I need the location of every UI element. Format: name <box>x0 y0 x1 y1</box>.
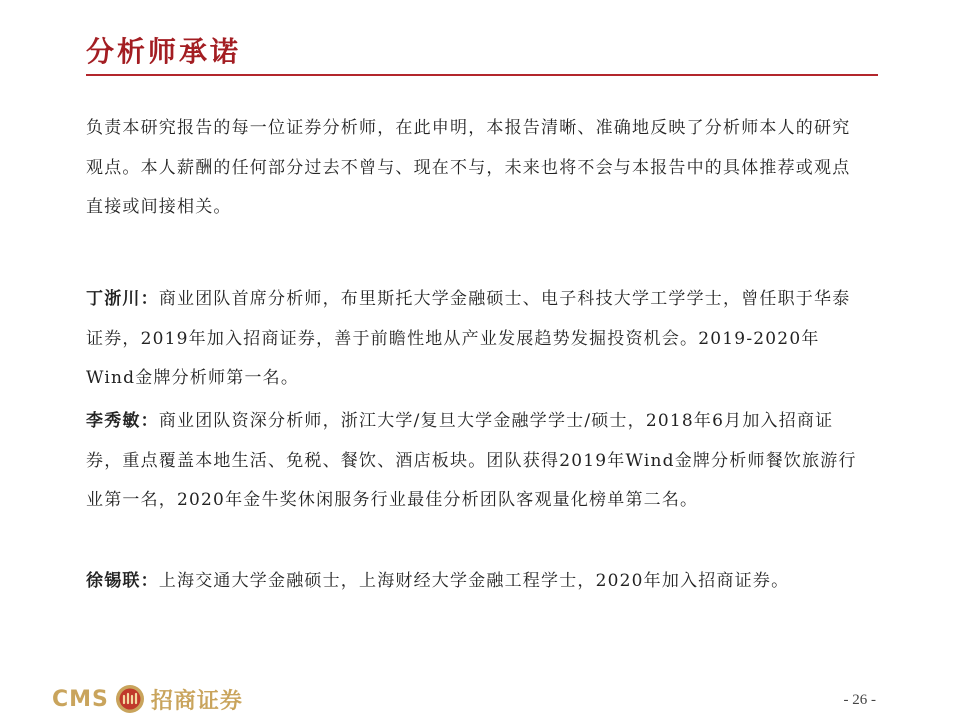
analyst-description: 商业团队资深分析师，浙江大学/复旦大学金融学学士/硕士，2018年6月加入招商证券，重点覆盖本地生活、免税、餐饮、酒店板块。团队获得2019年Wind金牌分析师餐饮旅游行业第一名，2020年金牛奖休闲服务行业最佳分析团队客观量化榜单第二名。 <box>86 411 857 510</box>
analyst-name: 徐锡联： <box>86 571 159 591</box>
title-divider <box>86 74 878 76</box>
page-number: - 26 - <box>843 692 876 708</box>
analyst-description: 上海交通大学金融硕士，上海财经大学金融工程学士，2020年加入招商证券。 <box>158 571 790 591</box>
analyst-name: 李秀敏： <box>86 411 159 431</box>
analyst-description: 商业团队首席分析师，布里斯托大学金融硕士、电子科技大学工学学士，曾任职于华泰证券，2019年加入招商证券，善于前瞻性地从产业发展趋势发掘投资机会。2019-2020年Wind金牌分析师第一名。 <box>86 289 851 388</box>
analyst-bio <box>86 280 866 399</box>
disclaimer-paragraph: 负责本研究报告的每一位证券分析师，在此申明，本报告清晰、准确地反映了分析师本人的研究观点。本人薪酬的任何部分过去不曾与、现在不与，未来也将不会与本报告中的具体推荐或观点直接或间接相关。 <box>86 118 851 217</box>
page-title: 分析师承诺 <box>86 35 242 68</box>
analyst-name: 丁浙川： <box>86 289 159 309</box>
cms-emblem-icon <box>115 684 145 714</box>
company-logo <box>52 684 243 714</box>
analyst-bio <box>86 402 866 521</box>
brand-name: 招商证券 <box>150 687 243 714</box>
analyst-bio <box>86 562 866 602</box>
logo-text: CMS <box>52 686 109 712</box>
